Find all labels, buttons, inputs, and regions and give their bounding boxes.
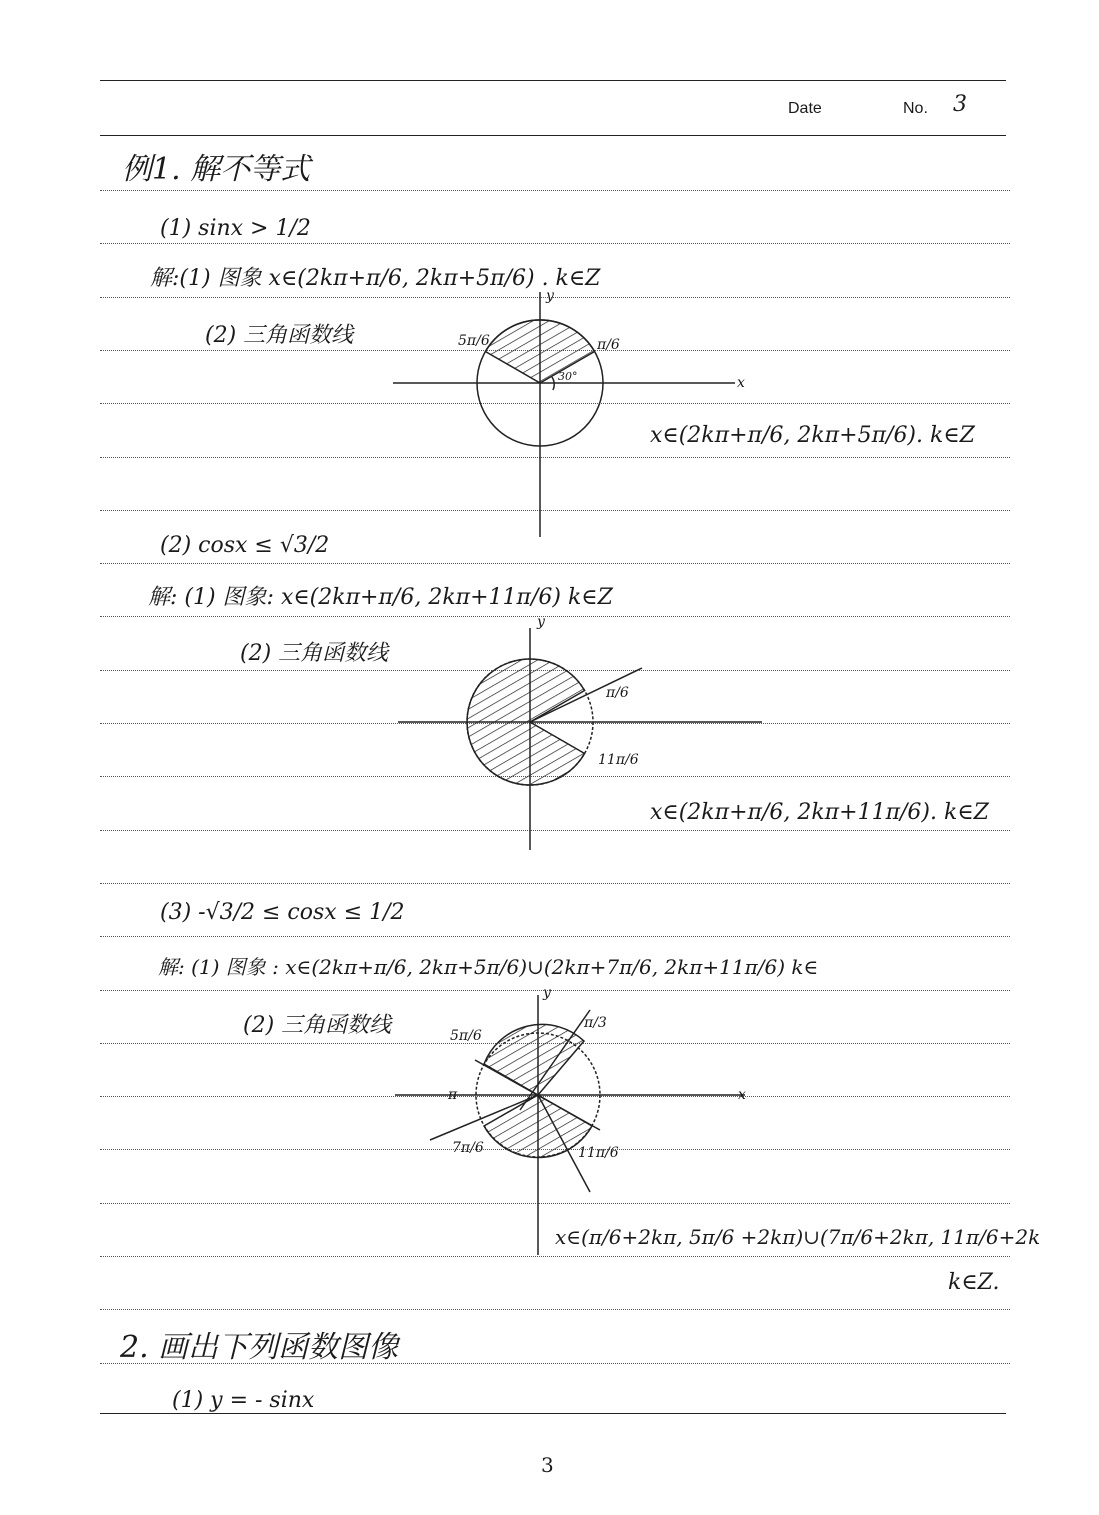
p2-solution2: (2) 三角函数线 (240, 641, 389, 666)
example2-title: 2. 画出下列函数图像 (120, 1330, 399, 1365)
page-no-value: 3 (953, 92, 967, 117)
d1-label-y: y (546, 288, 554, 304)
d2-label-11pi6: 11π/6 (598, 752, 639, 768)
d1-label-5pi6: 5π/6 (458, 333, 490, 349)
p3-solution2: (2) 三角函数线 (243, 1013, 392, 1038)
example2-p1: (1) y = - sinx (172, 1388, 315, 1413)
diagram-2 (398, 628, 762, 850)
d3-label-11pi6: 11π/6 (578, 1145, 619, 1161)
no-label: No. (903, 100, 928, 117)
example1-title: 例1. 解不等式 (122, 152, 311, 187)
d3-label-pi: π (448, 1087, 458, 1103)
d2-label-y: y (537, 614, 545, 630)
d1-label-angle: 30° (558, 370, 578, 383)
d1-label-pi6: π/6 (597, 337, 620, 353)
d3-label-5pi6: 5π/6 (450, 1028, 482, 1044)
diagram-1 (393, 292, 735, 537)
d2-label-pi6: π/6 (606, 685, 629, 701)
d3-label-y: y (543, 985, 551, 1001)
p3-solution1: 解: (1) 图象 : x∈(2kπ+π/6, 2kπ+5π/6)∪(2kπ+7π/6, 2kπ+11π/6) k∈ (158, 955, 819, 979)
d3-label-7pi6: 7π/6 (452, 1140, 484, 1156)
p3-question: (3) -√3/2 ≤ cosx ≤ 1/2 (160, 900, 405, 925)
p1-question: (1) sinx > 1/2 (160, 216, 311, 241)
diagram-3 (395, 995, 745, 1255)
p1-solution2: (2) 三角函数线 (205, 323, 354, 348)
d3-label-x: x (738, 1087, 746, 1103)
p3-answer-cont: k∈Z. (948, 1270, 1000, 1295)
p2-question: (2) cosx ≤ √3/2 (160, 533, 330, 558)
p1-solution1: 解:(1) 图象 x∈(2kπ+π/6, 2kπ+5π/6) . k∈Z (150, 266, 601, 291)
p1-answer: x∈(2kπ+π/6, 2kπ+5π/6). k∈Z (650, 423, 975, 448)
d3-label-pi3: π/3 (584, 1015, 607, 1031)
d1-label-x: x (737, 375, 745, 391)
page-number: 3 (541, 1453, 554, 1477)
p3-answer: x∈(π/6+2kπ, 5π/6 +2kπ)∪(7π/6+2kπ, 11π/6+2k (555, 1225, 1041, 1249)
p2-solution1: 解: (1) 图象: x∈(2kπ+π/6, 2kπ+11π/6) k∈Z (148, 585, 613, 610)
p2-answer: x∈(2kπ+π/6, 2kπ+11π/6). k∈Z (650, 800, 989, 825)
date-label: Date (788, 100, 822, 117)
